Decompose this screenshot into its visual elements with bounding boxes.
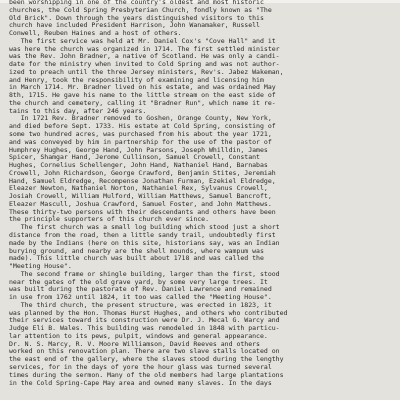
typewritten-text-block [9, 0, 397, 387]
text-line: their services toward its construction were Dr. J. Mecal G. Warcy and [9, 316, 280, 325]
text-line: lar attention to its pews, pulpit, windows and general appearance. [9, 331, 268, 340]
text-line: made by the Indians (here on this site, historians say, was an Indian [9, 238, 280, 247]
text-line: churches, the Cold Spring Presbyterian Church, fondly known as "The [9, 5, 272, 14]
text-line: Conwell, Reuben Haines and a host of others. [9, 29, 182, 38]
text-line: Hughes, Cornelius Schellenger, John Hand, Nathaniel Hand, Barnabas [9, 161, 268, 170]
text-line: In 1721 Rev. Bradner removed to Goshen, Orange County, New York, [9, 114, 272, 123]
text-line: worked on this renovation plan. There are two slave stalls located on [9, 347, 280, 356]
text-line: Josiah Crowell, William Mulford, William Matthews, Samuel Bancroft, [9, 192, 272, 201]
text-line: was here the church was organized in 1714. The first settled minister [9, 44, 280, 53]
text-line: Old Brick". Down through the years distinguished visitors to this [9, 13, 264, 22]
text-line: ized to preach until the three Jersey ministers, Rev's. Jabez Wakeman, [9, 67, 284, 76]
text-line: Eleazer Mascull, Joshua Crawford, Samuel Foster, and John Matthews. [9, 199, 272, 208]
text-line: burying ground, and nearby are the shell mounds, where wampum was [9, 246, 264, 255]
text-line: the principle supporters of this church ever since. [9, 215, 210, 224]
text-line: was built during the pastorate of Rev. Daniel Lawrence and remained [9, 285, 272, 294]
text-line: tains to this day, after 246 years. [9, 106, 147, 115]
text-line: in the Cold Spring-Cape May area and owned many slaves. In the days [9, 378, 272, 387]
text-line: date for the ministry when invited to Cold Spring and was not author- [9, 60, 280, 69]
text-line: The second frame or shingle building, larger than the first, stood [9, 269, 280, 278]
text-line: The first service was held at Mr. Daniel Cox's "Cove Hall" and it [9, 36, 276, 45]
text-line: some two hundred acres, was purchased from his about the year 1721, [9, 130, 272, 139]
text-line: was the Rev. John Bradner, a native of Scotland. He was only a candi- [9, 52, 280, 61]
text-line: the church and cemetery, calling it "Bradner Run", which name it re- [9, 98, 276, 107]
text-line: church have included President Harrison, John Wanamaker, Russell [9, 21, 260, 30]
text-line: services, for in the days of yore the hour glass was turned several [9, 362, 272, 371]
text-line: distance from the road, then a little sandy trail, undoubtedly first [9, 230, 276, 239]
text-line: "Meeting House". [9, 262, 72, 271]
text-line: and was conveyed by him in partnership for the use of the pastor of [9, 137, 272, 146]
text-line: and Henry, took the responsibility of examining and licensing him [9, 75, 264, 84]
text-line: The first church was a small log building which stood just a short [9, 223, 280, 232]
text-line: Eleazer Newton, Nathaniel Norton, Nathaniel Rex, Sylvanus Crowell, [9, 184, 268, 193]
text-line: Spicer, Shamgar Hand, Jerome Cullinson, Samuel Crowell, Constant [9, 153, 260, 162]
text-line: Humphrey Hughes, George Hand, John Parsons, Joseph Whilldin, James [9, 145, 268, 154]
text-line: been worshipping in one of the country's oldest and most historic [9, 0, 264, 6]
text-line: Hand, Samuel Eldredge, Recompense Jonathan Furman, Ezekiel Eldredge, [9, 176, 276, 185]
text-line: These thirty-two persons with their descendants and others have been [9, 207, 276, 216]
text-line: was planned by the Hon. Thomas Hurst Hughes, and others who contributed [9, 308, 288, 317]
text-line: in March 1714. Mr. Bradner lived on his estate, and was ordained May [9, 83, 276, 92]
text-line: made). This little church was built about 1718 and was called the [9, 254, 264, 263]
text-line: Dr. N. S. Marcy, R. V. Moore Williamson, David Reeves and others [9, 339, 260, 348]
text-line: Judge Eli B. Wales. This building was remodeled in 1848 with particu- [9, 324, 280, 333]
text-line: Crowell, John Richardson, George Crawford, Benjamin Stites, Jeremiah [9, 168, 276, 177]
text-line: 8th, 1715. He gave his name to the little stream on the east side of [9, 91, 276, 100]
text-line: in use from 1762 until 1824, it too was called the "Meeting House". [9, 293, 272, 302]
text-line: and died before Sept. 1733. His estate at Cold Spring, consisting of [9, 122, 276, 131]
text-line: the east end of the gallery, where the slaves stood during the lengthy [9, 355, 284, 364]
text-line: near the gates of the old grave yard, by some very large trees. It [9, 277, 268, 286]
text-line: times during the sermon. Many of the old members had large plantations [9, 370, 284, 379]
text-line: The third church, the present structure, was erected in 1823, it [9, 300, 272, 309]
